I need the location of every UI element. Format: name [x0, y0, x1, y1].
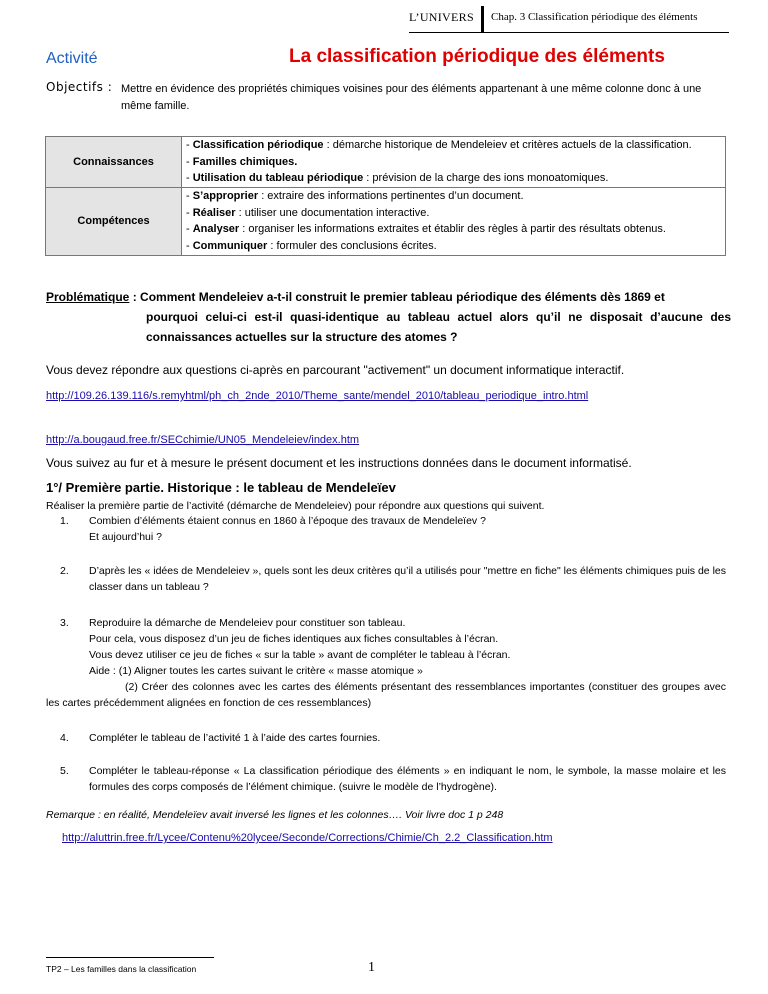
- skills-item: - S’approprier : extraire des informations pertinentes d’un document.: [186, 190, 524, 202]
- page-title: La classification périodique des éléments: [289, 46, 665, 67]
- skills-item: - Communiquer : formuler des conclusions écrites.: [186, 239, 437, 252]
- header-section-title: L’UNIVERS: [409, 10, 474, 24]
- question-3-aid: (2) Créer des colonnes avec les cartes des éléments présentant des ressemblances importantes (constituer des groupes avec les cartes précédemment alignées en fonction de ces ressemblances): [46, 681, 726, 709]
- knowledge-item: - Familles chimiques.: [186, 155, 298, 168]
- link-mendel-interactive[interactable]: http://109.26.139.116/s.remyhtml/ph_ch_2nde_2010/Theme_sante/mendel_2010/tableau_periodique_intro.html: [46, 390, 589, 402]
- question-5: 5. Compléter le tableau-réponse « La classification périodique des éléments » en indiquant le nom, le symbole, la masse molaire et les formules des corps composés de l’élément chimique. (suivre le modèle de l’hydrogène).: [60, 765, 726, 793]
- header-divider: [481, 6, 484, 32]
- skills-table: [45, 136, 726, 256]
- skills-item: - Réaliser : utiliser une documentation interactive.: [186, 206, 430, 219]
- problematic-label: Problématique: [46, 290, 130, 304]
- skills-list: [182, 187, 726, 255]
- knowledge-label: Connaissances: [46, 137, 182, 188]
- objectives-label: Objectifs :: [46, 80, 113, 94]
- question-number: 3.: [60, 617, 69, 629]
- remark: Remarque : en réalité, Mendeleïev avait inversé les lignes et les colonnes…. Voir livre doc 1 p 248: [46, 809, 504, 821]
- question-number: 2.: [60, 565, 69, 577]
- problematic: [46, 287, 731, 347]
- instructions-paragraph-2: Vous suivez au fur et à mesure le présent document et les instructions données dans le document informatisé.: [46, 456, 632, 470]
- section-intro: Réaliser la première partie de l’activité (démarche de Mendeleiev) pour répondre aux questions qui suivent.: [46, 500, 545, 512]
- activity-label: Activité: [46, 50, 98, 67]
- instructions-paragraph: Vous devez répondre aux questions ci-après en parcourant "activement" un document informatique interactif.: [46, 363, 625, 377]
- knowledge-list: [182, 137, 726, 188]
- question-number: 4.: [60, 732, 69, 744]
- knowledge-item: - Utilisation du tableau périodique : prévision de la charge des ions monoatomiques.: [186, 172, 609, 184]
- question-3: 3. Reproduire la démarche de Mendeleiev pour constituer son tableau. Pour cela, vous disposez d’un jeu de fiches identiques aux fiches consultables à l’écran. Vous devez utiliser ce jeu de fiches « sur la table » avant de compléter le tableau à l’écran. Aide : (1) Aligner toutes les cartes suivant le critère « masse atomique »: [60, 617, 511, 677]
- page-header: [0, 6, 768, 32]
- question-4: 4. Compléter le tableau de l’activité 1 à l’aide des cartes fournies.: [60, 732, 381, 744]
- header-chapter-title: Chap. 3 Classification périodique des éléments: [491, 11, 698, 23]
- section-heading: 1°/ Première partie. Historique : le tableau de Mendeleïev: [46, 480, 396, 495]
- knowledge-item: - Classification périodique : démarche historique de Mendeleiev et critères actuels de la classification.: [186, 139, 692, 151]
- skills-label: Compétences: [46, 187, 182, 255]
- footer-rule: [46, 957, 214, 958]
- page-number: 1: [368, 960, 375, 975]
- question-number: 5.: [60, 765, 69, 777]
- problematic-first-line: : Comment Mendeleiev a-t-il construit le premier tableau périodique des éléments dès 1869 et: [129, 290, 665, 304]
- question-1: 1. Combien d’éléments étaient connus en 1860 à l’époque des travaux de Mendeleïev ? Et aujourd’hui ?: [60, 515, 486, 543]
- link-bougaud-mendeleiev[interactable]: http://a.bougaud.free.fr/SECchimie/UN05_Mendeleiev/index.htm: [46, 434, 360, 446]
- question-2: 2. D’après les « idées de Mendeleiev », quels sont les deux critères qu’il a utilisés pour "mettre en fiche" les éléments chimiques puis de les classer dans un tableau ?: [60, 565, 726, 593]
- link-aluttrin-correction[interactable]: http://aluttrin.free.fr/Lycee/Contenu%20lycee/Seconde/Corrections/Chimie/Ch_2.2_Classification.htm: [62, 832, 553, 844]
- problematic-continuation: pourquoi celui-ci est-il quasi-identique au tableau actuel alors qu’il ne disposait d’aucune des connaissances actuelles sur la structure des atomes ?: [146, 310, 731, 344]
- objectives-text: Mettre en évidence des propriétés chimiques voisines pour des éléments appartenant à une même colonne donc à une même famille.: [121, 83, 702, 112]
- skills-item: - Analyser : organiser les informations extraites et établir des règles à partir des résultats obtenus.: [186, 223, 666, 235]
- header-rule: [409, 32, 729, 33]
- question-number: 1.: [60, 515, 69, 527]
- footer-text: TP2 – Les familles dans la classification: [46, 964, 197, 974]
